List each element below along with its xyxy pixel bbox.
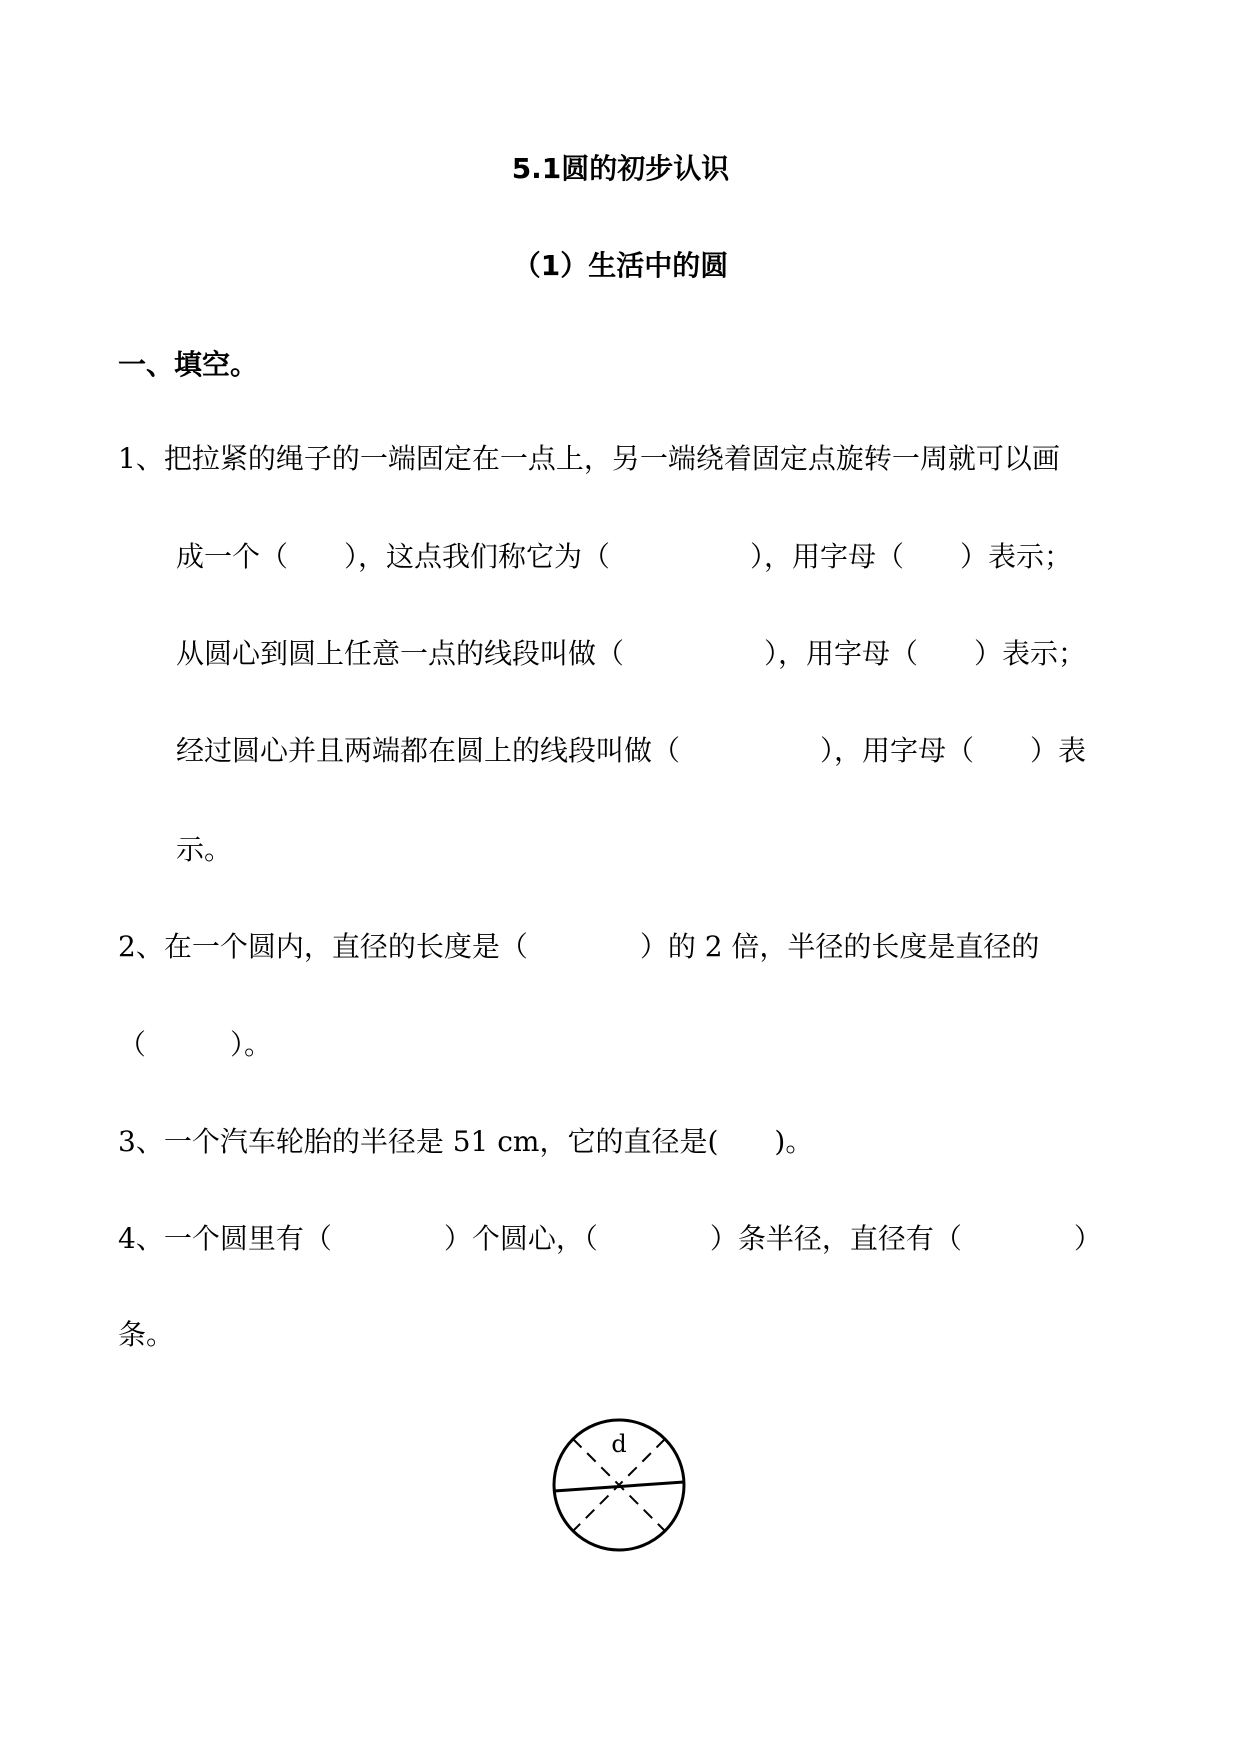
question-1-line-5: 示。 [176, 833, 233, 866]
page-subtitle: （1）生活中的圆 [512, 249, 729, 282]
page-title: 5.1圆的初步认识 [511, 152, 730, 185]
question-4-line-1: 4、一个圆里有（ ）个圆心，（ ）条半径，直径有（ ） [118, 1222, 1102, 1255]
question-1-line-2: 成一个（ ），这点我们称它为（ ），用字母（ ）表示； [176, 540, 1073, 573]
section-heading: 一、填空。 [118, 348, 259, 381]
diameter-line [554, 1482, 684, 1491]
question-1-line-4: 经过圆心并且两端都在圆上的线段叫做（ ），用字母（ ）表 [176, 734, 1087, 767]
circle-diagram [550, 1416, 690, 1556]
question-2-line-2: （ ）。 [118, 1028, 273, 1061]
diameter-label: d [611, 1430, 627, 1458]
question-3-line-1: 3、一个汽车轮胎的半径是 51 cm，它的直径是( )。 [118, 1125, 814, 1158]
question-1-line-1: 1、把拉紧的绳子的一端固定在一点上，另一端绕着固定点旋转一周就可以画 [118, 442, 1060, 475]
question-2-line-1: 2、在一个圆内，直径的长度是（ ）的 2 倍，半径的长度是直径的 [118, 930, 1040, 963]
question-4-line-2: 条。 [118, 1318, 175, 1351]
question-1-line-3: 从圆心到圆上任意一点的线段叫做（ ），用字母（ ）表示； [176, 637, 1087, 670]
